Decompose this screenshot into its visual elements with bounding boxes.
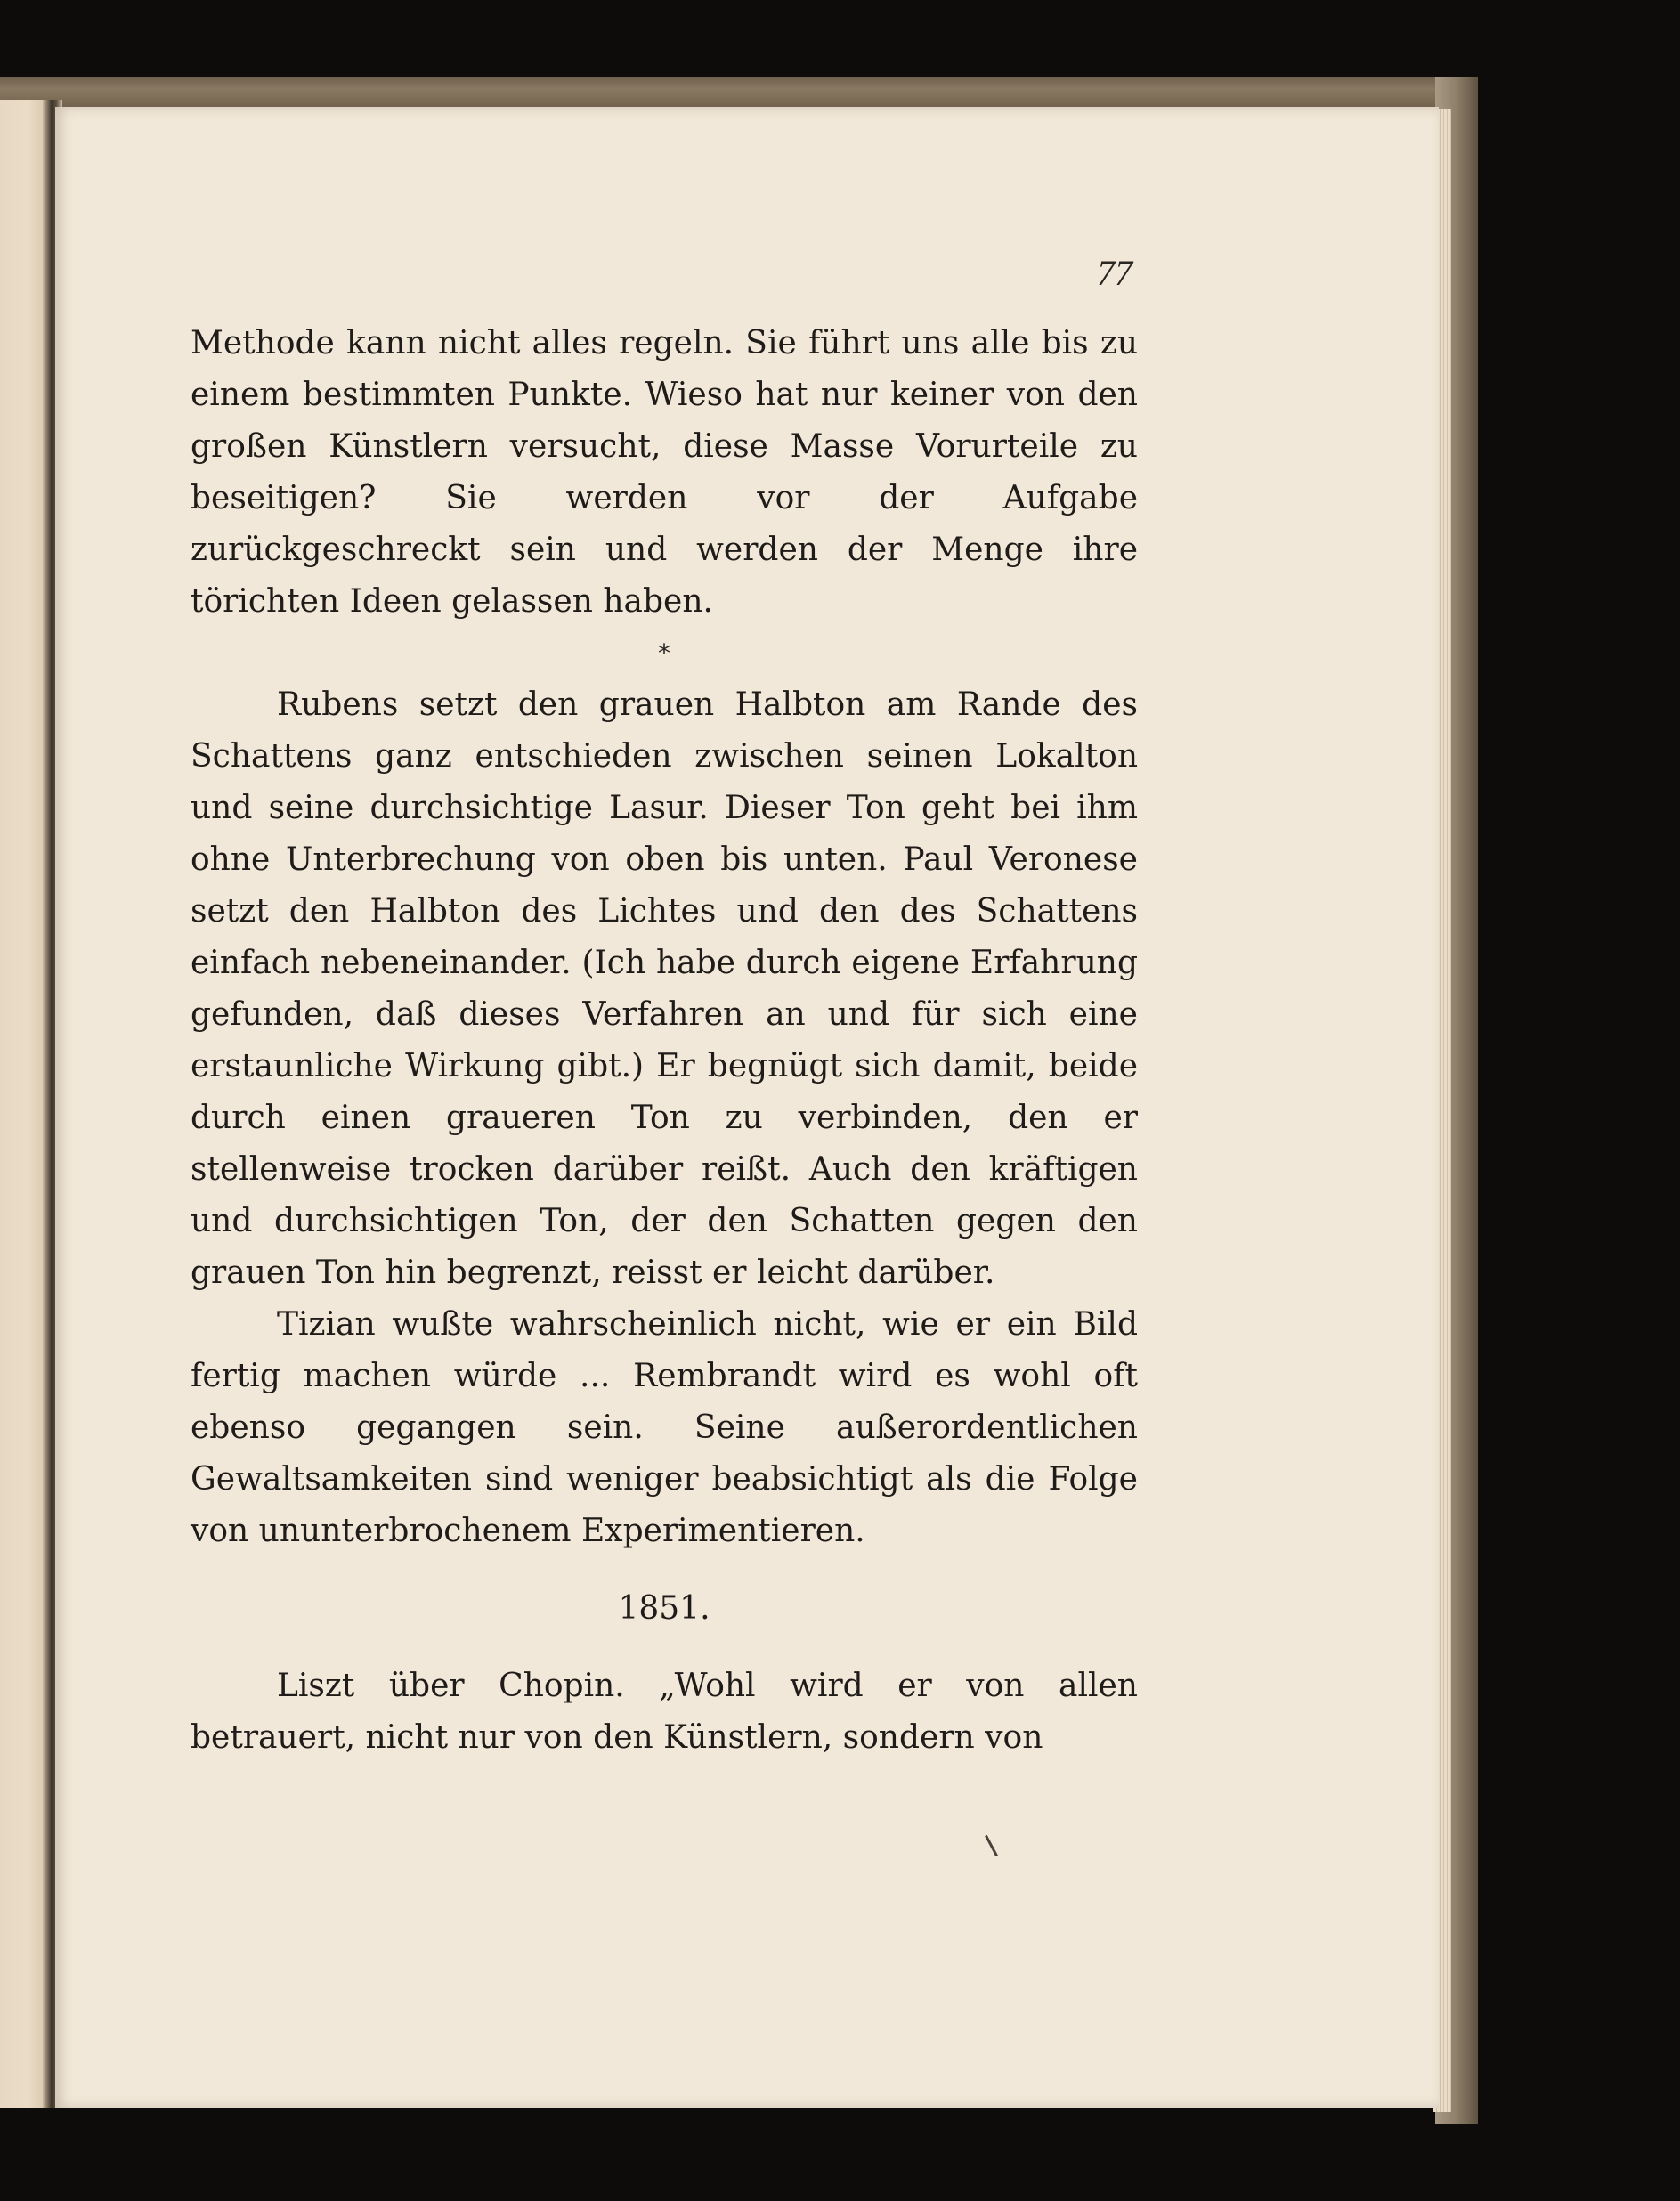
facing-page-edge xyxy=(0,100,46,2108)
year-heading: 1851. xyxy=(618,1590,710,1627)
paragraph-methode: Methode kann nicht alles regeln. Sie führt uns alle bis zu einem bestimmten Punkte. Wieso hat nur keiner von den großen Künstlern versucht, diese Masse Vorurteile zu beseitigen? Sie werden vor der Aufgabe zurückgeschreckt sein und werden der Menge ihre törichten Ideen gelassen haben. xyxy=(191,325,1138,620)
page-text xyxy=(191,318,1138,1764)
section-divider-asterisk: * xyxy=(658,638,670,668)
page-number: 77 xyxy=(1097,253,1132,293)
paragraph-tizian: Tizian wußte wahrscheinlich nicht, wie er ein Bild fertig machen würde ... Rembrandt wird es wohl oft ebenso gegangen sein. Seine außerordentlichen Gewaltsamkeiten sind weniger beabsichtigt als die Folge von ununterbrochenem Experimentieren. xyxy=(191,1306,1138,1549)
paragraph-rubens: Rubens setzt den grauen Halbton am Rande des Schattens ganz entschieden zwischen seinen Lokalton und seine durchsichtige Lasur. Dieser Ton geht bei ihm ohne Unterbrechung von oben bis unten. Paul Veronese setzt den Halbton des Lichtes und den des Schattens einfach nebeneinander. (Ich habe durch eigene Erfahrung gefunden, daß dieses Verfahren an und für sich eine erstaunliche Wirkung gibt.) Er begnügt sich damit, beide durch einen graueren Ton zu verbinden, den er stellenweise trocken darüber reißt. Auch den kräftigen und durchsichtigen Ton, der den Schatten gegen den grauen Ton hin begrenzt, reisst er leicht darüber. xyxy=(191,686,1138,1291)
paragraph-liszt: Liszt über Chopin. „Wohl wird er von allen betrauert, nicht nur von den Künstlern, sondern von xyxy=(191,1668,1138,1756)
